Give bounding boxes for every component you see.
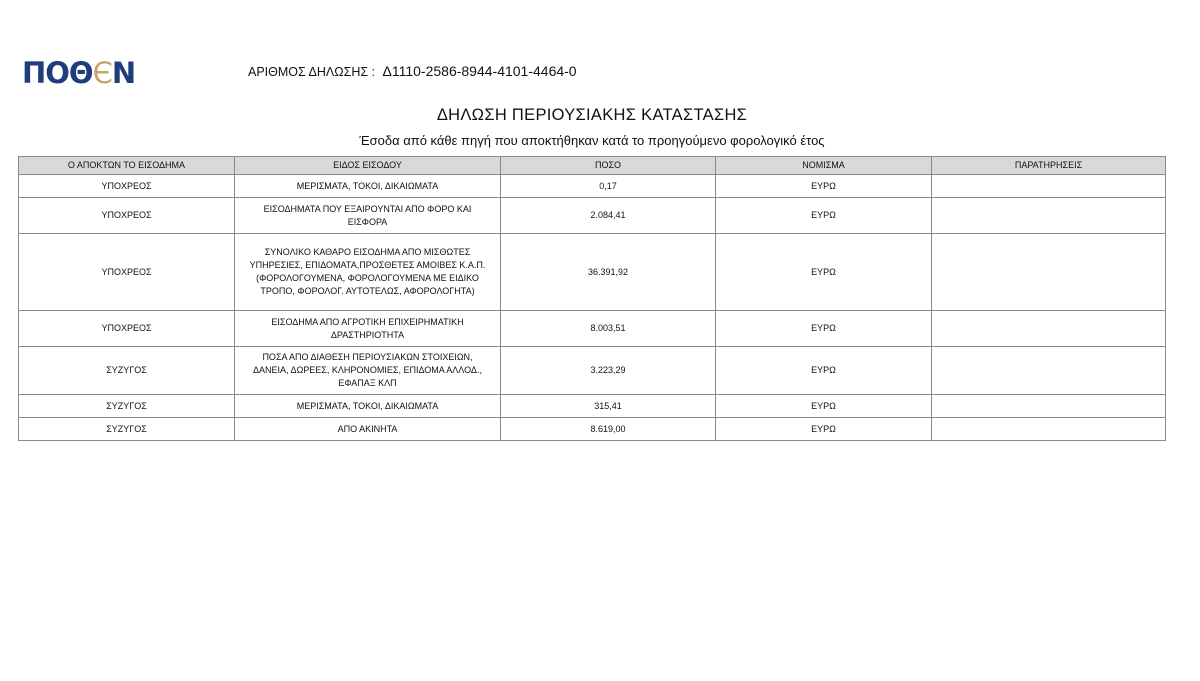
cell-amount: 8.003,51 bbox=[501, 311, 716, 347]
table-row bbox=[19, 395, 1166, 418]
cell-income-type: ΜΕΡΙΣΜΑΤΑ, ΤΟΚΟΙ, ΔΙΚΑΙΩΜΑΤΑ bbox=[235, 395, 501, 418]
logo-text-part1: ΠΟΘ bbox=[22, 56, 93, 90]
cell-recipient: ΥΠΟΧΡΕΟΣ bbox=[19, 311, 235, 347]
cell-notes bbox=[932, 418, 1166, 441]
cell-amount: 315,41 bbox=[501, 395, 716, 418]
cell-recipient: ΥΠΟΧΡΕΟΣ bbox=[19, 198, 235, 234]
cell-currency: ΕΥΡΩ bbox=[716, 311, 932, 347]
declaration-number-block bbox=[248, 63, 577, 80]
table-row bbox=[19, 347, 1166, 395]
column-header-income-type: ΕΙΔΟΣ ΕΙΣΟΔΟΥ bbox=[235, 157, 501, 175]
cell-income-type: ΣΥΝΟΛΙΚΟ ΚΑΘΑΡΟ ΕΙΣΟΔΗΜΑ ΑΠΟ ΜΙΣΘΩΤΕΣ ΥΠΗΡΕΣΙΕΣ, ΕΠΙΔΟΜΑΤΑ,ΠΡΟΣΘΕΤΕΣ ΑΜΟΙΒΕΣ Κ.Α.Π.(ΦΟΡΟΛΟΓΟΥΜΕΝΑ, ΦΟΡΟΛΟΓΟΥΜΕΝΑ ΜΕ ΕΙΔΙΚΟ ΤΡΟΠΟ, ΦΟΡΟΛΟΓ. ΑΥΤΟΤΕΛΩΣ, ΑΦΟΡΟΛΟΓΗΤΑ) bbox=[235, 234, 501, 311]
cell-income-type: ΑΠΟ ΑΚΙΝΗΤΑ bbox=[235, 418, 501, 441]
cell-recipient: ΣΥΖΥΓΟΣ bbox=[19, 418, 235, 441]
logo-text-part3: Ν bbox=[111, 56, 136, 90]
cell-amount: 36.391,92 bbox=[501, 234, 716, 311]
pothen-logo bbox=[22, 55, 135, 91]
cell-income-type: ΠΟΣΑ ΑΠΟ ΔΙΑΘΕΣΗ ΠΕΡΙΟΥΣΙΑΚΩΝ ΣΤΟΙΧΕΙΩΝ, ΔΑΝΕΙΑ, ΔΩΡΕΕΣ, ΚΛΗΡΟΝΟΜΙΕΣ, ΕΠΙΔΟΜΑ ΑΛΛΟΔ., ΕΦΑΠΑΞ ΚΛΠ bbox=[235, 347, 501, 395]
cell-amount: 8.619,00 bbox=[501, 418, 716, 441]
cell-currency: ΕΥΡΩ bbox=[716, 418, 932, 441]
table-row bbox=[19, 175, 1166, 198]
cell-recipient: ΣΥΖΥΓΟΣ bbox=[19, 347, 235, 395]
cell-notes bbox=[932, 198, 1166, 234]
column-header-amount: ΠΟΣΟ bbox=[501, 157, 716, 175]
declaration-number-label: ΑΡΙΘΜΟΣ ΔΗΛΩΣΗΣ : bbox=[248, 65, 376, 79]
cell-amount: 2.084,41 bbox=[501, 198, 716, 234]
column-header-notes: ΠΑΡΑΤΗΡΗΣΕΙΣ bbox=[932, 157, 1166, 175]
income-table bbox=[18, 156, 1166, 441]
cell-notes bbox=[932, 395, 1166, 418]
cell-notes bbox=[932, 311, 1166, 347]
cell-notes bbox=[932, 175, 1166, 198]
column-header-currency: ΝΟΜΙΣΜΑ bbox=[716, 157, 932, 175]
cell-recipient: ΥΠΟΧΡΕΟΣ bbox=[19, 175, 235, 198]
cell-currency: ΕΥΡΩ bbox=[716, 234, 932, 311]
cell-notes bbox=[932, 234, 1166, 311]
cell-recipient: ΣΥΖΥΓΟΣ bbox=[19, 395, 235, 418]
declaration-number-value: Δ1110-2586-8944-4101-4464-0 bbox=[382, 63, 577, 79]
cell-income-type: ΕΙΣΟΔΗΜΑ ΑΠΟ ΑΓΡΟΤΙΚΗ ΕΠΙΧΕΙΡΗΜΑΤΙΚΗ ΔΡΑΣΤΗΡΙΟΤΗΤΑ bbox=[235, 311, 501, 347]
cell-currency: ΕΥΡΩ bbox=[716, 395, 932, 418]
cell-amount: 0,17 bbox=[501, 175, 716, 198]
cell-recipient: ΥΠΟΧΡΕΟΣ bbox=[19, 234, 235, 311]
cell-income-type: ΜΕΡΙΣΜΑΤΑ, ΤΟΚΟΙ, ΔΙΚΑΙΩΜΑΤΑ bbox=[235, 175, 501, 198]
document-subtitle: Έσοδα από κάθε πηγή που αποκτήθηκαν κατά το προηγούμενο φορολογικό έτος bbox=[359, 133, 825, 148]
cell-currency: ΕΥΡΩ bbox=[716, 347, 932, 395]
table-row bbox=[19, 198, 1166, 234]
logo-text-part2: Є bbox=[92, 56, 112, 90]
table-row bbox=[19, 311, 1166, 347]
cell-currency: ΕΥΡΩ bbox=[716, 198, 932, 234]
cell-amount: 3.223,29 bbox=[501, 347, 716, 395]
table-row bbox=[19, 234, 1166, 311]
cell-income-type: ΕΙΣΟΔΗΜΑΤΑ ΠΟΥ ΕΞΑΙΡΟΥΝΤΑΙ ΑΠΟ ΦΟΡΟ ΚΑΙ ΕΙΣΦΟΡΑ bbox=[235, 198, 501, 234]
column-header-recipient: Ο ΑΠΟΚΤΩΝ ΤΟ ΕΙΣΟΔΗΜΑ bbox=[19, 157, 235, 175]
table-row bbox=[19, 418, 1166, 441]
cell-currency: ΕΥΡΩ bbox=[716, 175, 932, 198]
table-header-row bbox=[19, 157, 1166, 175]
document-title: ΔΗΛΩΣΗ ΠΕΡΙΟΥΣΙΑΚΗΣ ΚΑΤΑΣΤΑΣΗΣ bbox=[436, 106, 748, 124]
cell-notes bbox=[932, 347, 1166, 395]
